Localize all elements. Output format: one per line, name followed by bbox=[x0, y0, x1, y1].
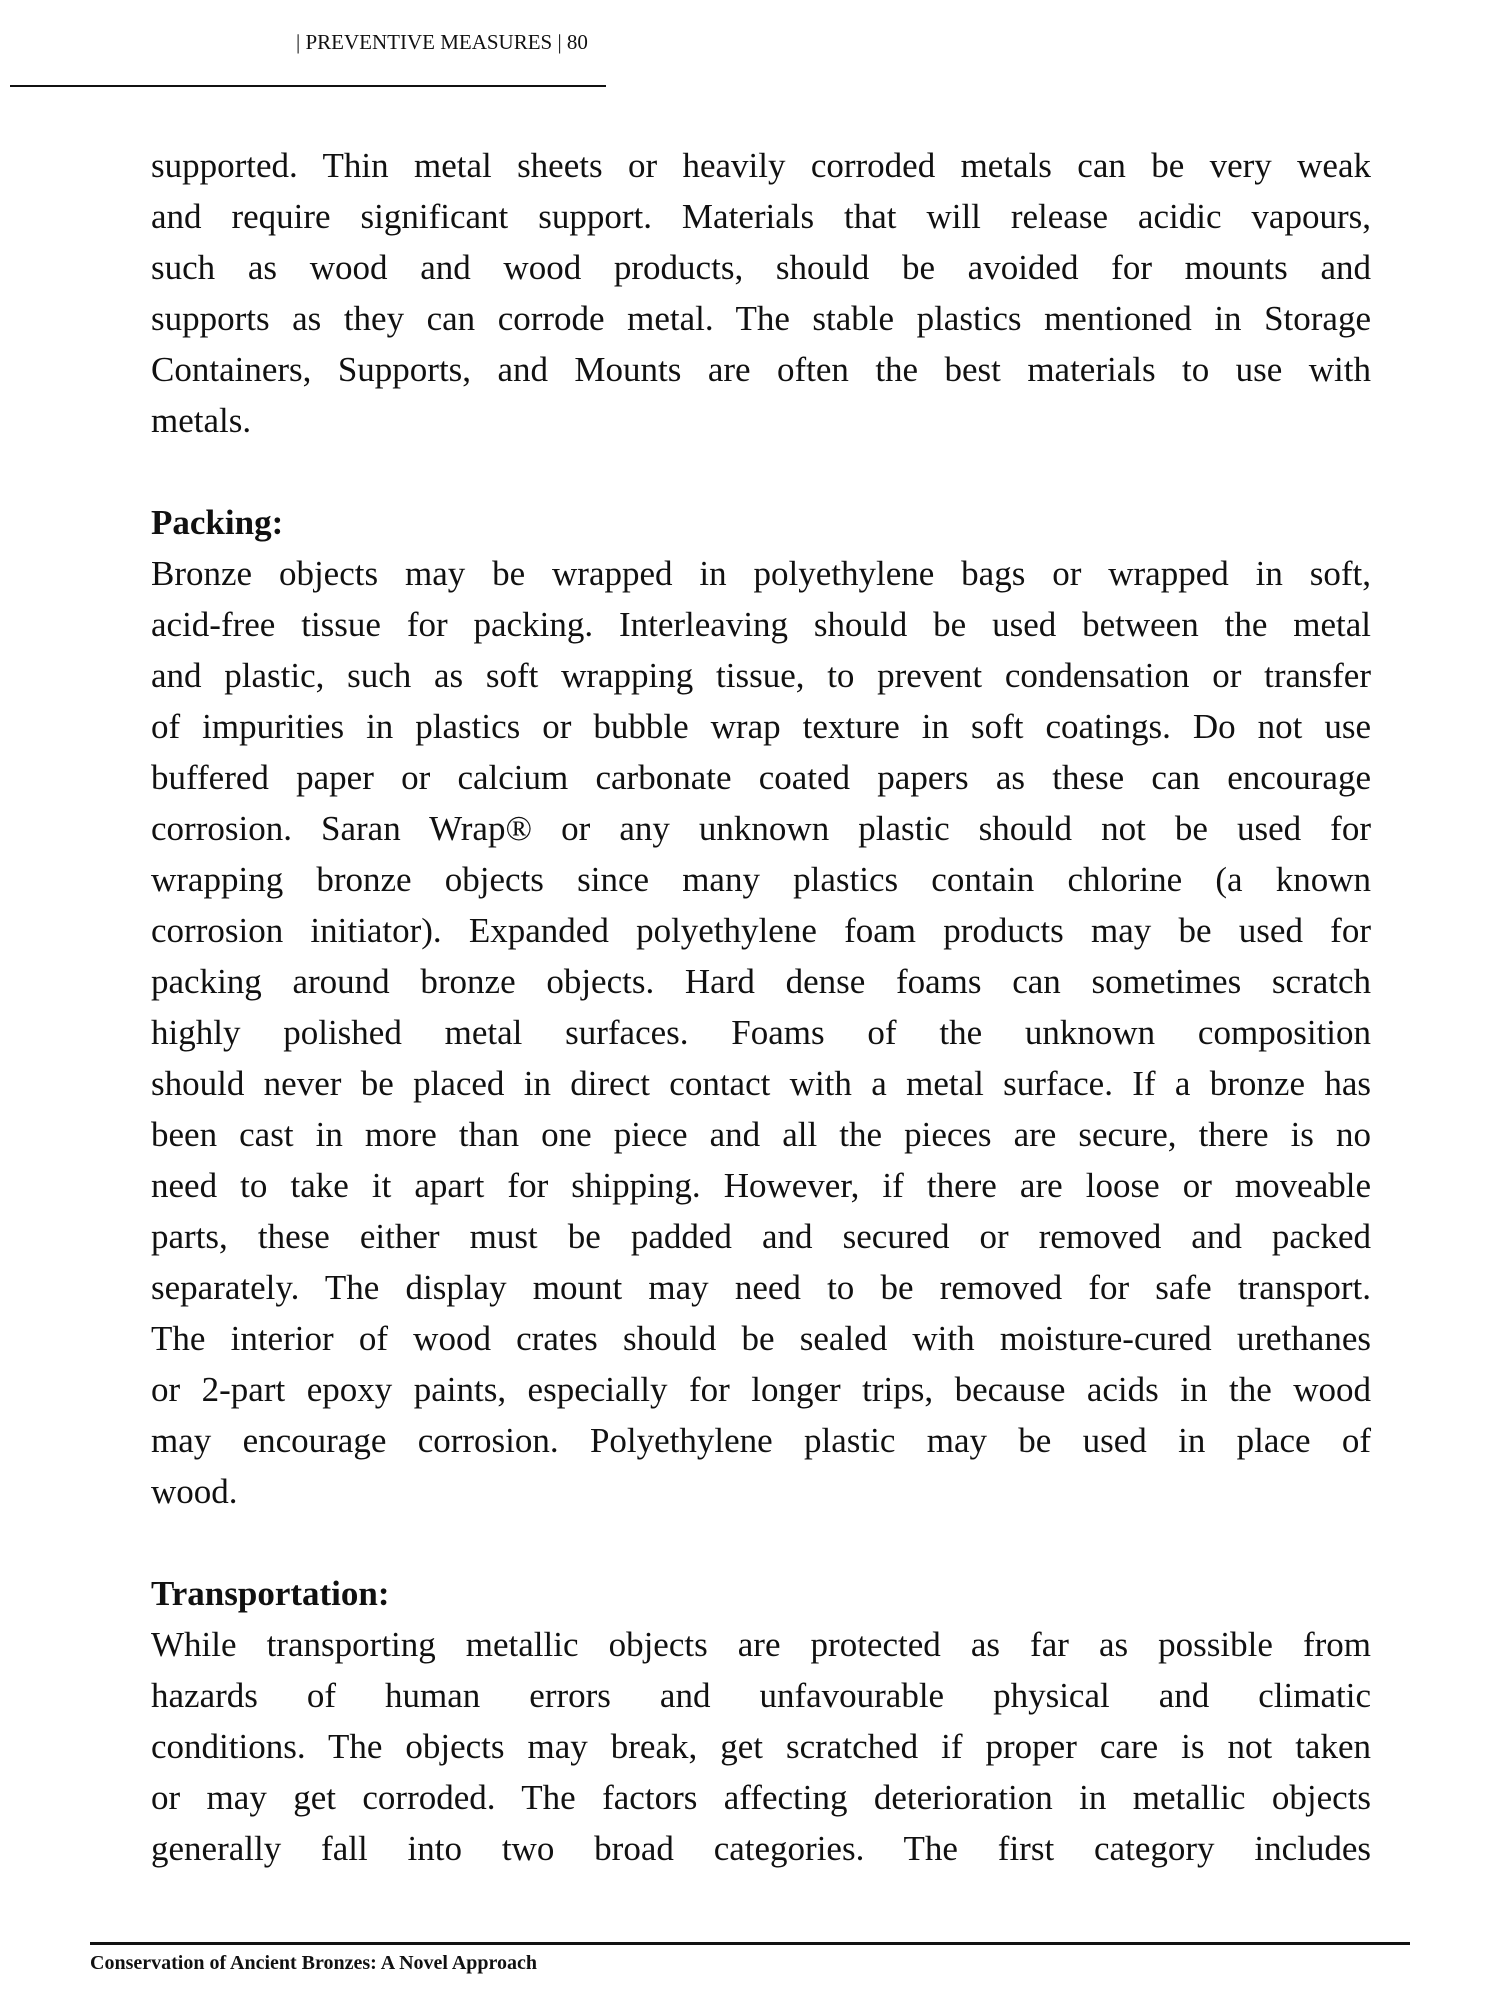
text-line: corrosion. Saran Wrap® or any unknown plastic should not be used for bbox=[151, 809, 1371, 848]
text-line: of impurities in plastics or bubble wrap texture in soft coatings. Do not use bbox=[151, 707, 1371, 746]
text-line: need to take it apart for shipping. However, if there are loose or moveable bbox=[151, 1166, 1371, 1205]
text-line: and plastic, such as soft wrapping tissue, to prevent condensation or transfer bbox=[151, 656, 1371, 695]
text-line: corrosion initiator). Expanded polyethylene foam products may be used for bbox=[151, 911, 1371, 950]
text-line: parts, these either must be padded and secured or removed and packed bbox=[151, 1217, 1371, 1256]
text-line: should never be placed in direct contact with a metal surface. If a bronze has bbox=[151, 1064, 1371, 1103]
text-line: or may get corroded. The factors affecting deterioration in metallic objects bbox=[151, 1778, 1371, 1817]
text-line: supported. Thin metal sheets or heavily corroded metals can be very weak bbox=[151, 146, 1371, 185]
spacer bbox=[151, 1517, 1371, 1568]
text-line: may encourage corrosion. Polyethylene plastic may be used in place of bbox=[151, 1421, 1371, 1460]
text-line: Containers, Supports, and Mounts are often the best materials to use with bbox=[151, 350, 1371, 389]
text-line: packing around bronze objects. Hard dense foams can sometimes scratch bbox=[151, 962, 1371, 1001]
text-line: hazards of human errors and unfavourable physical and climatic bbox=[151, 1676, 1371, 1715]
text-line: acid-free tissue for packing. Interleaving should be used between the metal bbox=[151, 605, 1371, 644]
text-line: wrapping bronze objects since many plastics contain chlorine (a known bbox=[151, 860, 1371, 899]
intro-paragraph bbox=[151, 140, 1371, 446]
running-header: | PREVENTIVE MEASURES | 80 bbox=[296, 30, 588, 54]
text-line: such as wood and wood products, should be avoided for mounts and bbox=[151, 248, 1371, 287]
text-line: supports as they can corrode metal. The stable plastics mentioned in Storage bbox=[151, 299, 1371, 338]
spacer bbox=[151, 446, 1371, 497]
text-line: separately. The display mount may need to be removed for safe transport. bbox=[151, 1268, 1371, 1307]
packing-paragraph bbox=[151, 548, 1371, 1517]
text-line: or 2-part epoxy paints, especially for longer trips, because acids in the wood bbox=[151, 1370, 1371, 1409]
text-line: been cast in more than one piece and all the pieces are secure, there is no bbox=[151, 1115, 1371, 1154]
header-rule bbox=[10, 85, 606, 87]
text-line: highly polished metal surfaces. Foams of the unknown composition bbox=[151, 1013, 1371, 1052]
text-line: buffered paper or calcium carbonate coated papers as these can encourage bbox=[151, 758, 1371, 797]
text-line: metals. bbox=[151, 401, 252, 440]
page-body bbox=[151, 140, 1371, 1874]
text-line: The interior of wood crates should be sealed with moisture-cured urethanes bbox=[151, 1319, 1371, 1358]
transportation-paragraph bbox=[151, 1619, 1371, 1874]
text-line: and require significant support. Materials that will release acidic vapours, bbox=[151, 197, 1371, 236]
packing-heading: Packing: bbox=[151, 503, 284, 542]
running-footer: Conservation of Ancient Bronzes: A Novel Approach bbox=[90, 1952, 538, 1974]
footer-rule bbox=[90, 1942, 1410, 1945]
text-line: conditions. The objects may break, get scratched if proper care is not taken bbox=[151, 1727, 1371, 1766]
text-line: While transporting metallic objects are protected as far as possible from bbox=[151, 1625, 1371, 1664]
text-line: Bronze objects may be wrapped in polyethylene bags or wrapped in soft, bbox=[151, 554, 1371, 593]
text-line: generally fall into two broad categories. The first category includes bbox=[151, 1829, 1371, 1868]
text-line: wood. bbox=[151, 1472, 238, 1511]
transportation-heading: Transportation: bbox=[151, 1574, 390, 1613]
